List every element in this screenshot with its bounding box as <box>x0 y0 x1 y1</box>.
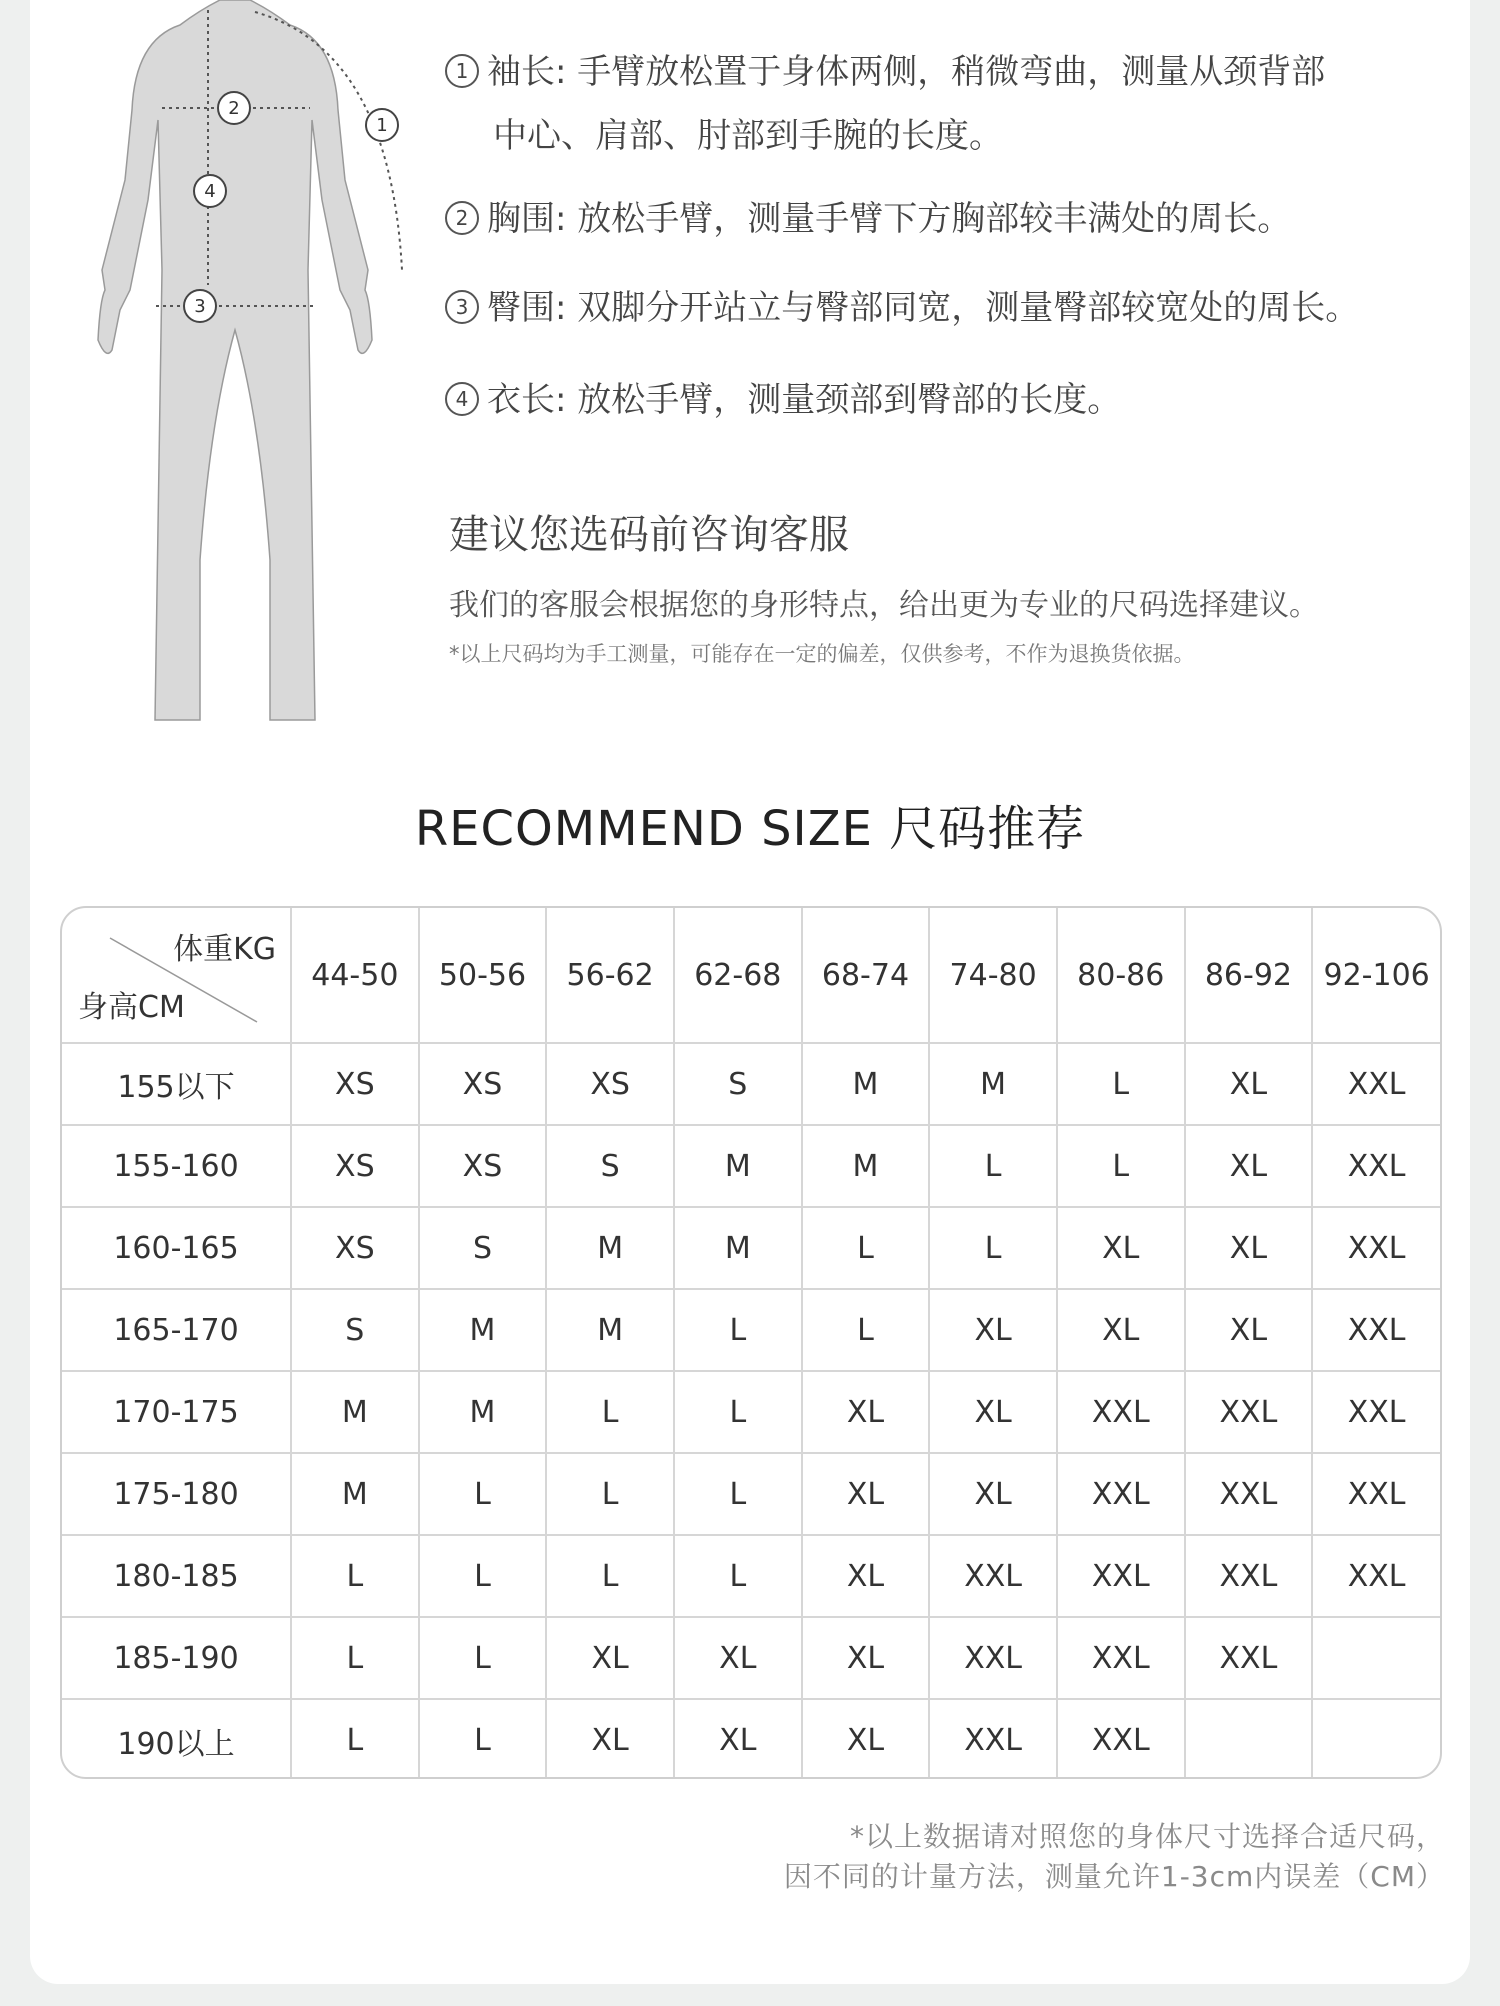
size-cell: M <box>419 1371 547 1453</box>
table-row <box>62 1617 1440 1699</box>
measurement-text: 双脚分开站立与臀部同宽，测量臀部较宽处的周长。 <box>577 288 1360 328</box>
size-cell: L <box>291 1535 419 1617</box>
weight-header: 80-86 <box>1057 908 1185 1043</box>
weight-header: 62-68 <box>674 908 802 1043</box>
height-cell: 160-165 <box>62 1207 291 1289</box>
size-cell: XL <box>929 1371 1057 1453</box>
size-cell: XL <box>546 1617 674 1699</box>
size-cell: L <box>419 1617 547 1699</box>
measurement-label: 胸围 <box>487 199 555 239</box>
table-header-row <box>62 908 1440 1043</box>
number-badge: 1 <box>445 54 479 88</box>
size-cell: XL <box>802 1371 930 1453</box>
size-cell: XXL <box>929 1535 1057 1617</box>
size-cell: XL <box>674 1617 802 1699</box>
size-cell: L <box>419 1535 547 1617</box>
table-row <box>62 1535 1440 1617</box>
size-cell: M <box>802 1125 930 1207</box>
size-cell: XXL <box>1312 1207 1440 1289</box>
weight-header: 50-56 <box>419 908 547 1043</box>
measurement-text-cont: 中心、肩部、肘部到手腕的长度。 <box>493 116 1003 156</box>
size-cell: XXL <box>1057 1371 1185 1453</box>
size-cell: XXL <box>929 1617 1057 1699</box>
size-cell: XL <box>802 1617 930 1699</box>
table-corner-cell <box>62 908 291 1043</box>
measurement-label: 袖长 <box>487 52 555 92</box>
height-cell: 180-185 <box>62 1535 291 1617</box>
size-cell: L <box>546 1535 674 1617</box>
size-cell: XL <box>1185 1125 1313 1207</box>
table-row <box>62 1207 1440 1289</box>
marker-4-label: 4 <box>204 181 216 202</box>
size-cell: S <box>546 1125 674 1207</box>
marker-3-label: 3 <box>194 296 206 317</box>
measurement-hip: 3 臀围: 双脚分开站立与臀部同宽，测量臀部较宽处的周长。 <box>445 276 1445 340</box>
height-cell: 155以下 <box>62 1043 291 1125</box>
size-cell: XL <box>546 1699 674 1779</box>
size-cell: XS <box>419 1125 547 1207</box>
size-cell: XXL <box>1185 1535 1313 1617</box>
size-cell: XXL <box>1312 1125 1440 1207</box>
size-cell: L <box>291 1617 419 1699</box>
size-cell: S <box>674 1043 802 1125</box>
size-cell: L <box>546 1453 674 1535</box>
size-cell: XL <box>929 1453 1057 1535</box>
size-cell <box>1312 1617 1440 1699</box>
size-cell: XL <box>1185 1289 1313 1371</box>
size-cell: XXL <box>1057 1617 1185 1699</box>
size-cell: XXL <box>1057 1453 1185 1535</box>
measurement-chest: 2 胸围: 放松手臂，测量手臂下方胸部较丰满处的周长。 <box>445 187 1445 251</box>
weight-header: 44-50 <box>291 908 419 1043</box>
measurement-text: 手臂放松置于身体两侧，稍微弯曲，测量从颈背部 <box>577 52 1326 92</box>
size-cell: XL <box>1057 1207 1185 1289</box>
size-cell: XL <box>802 1535 930 1617</box>
size-cell: M <box>546 1289 674 1371</box>
size-cell: XXL <box>1312 1371 1440 1453</box>
size-cell: L <box>674 1289 802 1371</box>
size-cell: S <box>291 1289 419 1371</box>
advice-note: *以上尺码均为手工测量，可能存在一定的偏差，仅供参考，不作为退换货依据。 <box>449 642 1195 666</box>
size-cell: M <box>674 1125 802 1207</box>
size-cell: XS <box>291 1125 419 1207</box>
size-cell: M <box>291 1453 419 1535</box>
size-cell: XXL <box>1312 1289 1440 1371</box>
size-cell: XL <box>1185 1207 1313 1289</box>
size-cell: M <box>802 1043 930 1125</box>
number-badge: 4 <box>445 382 479 416</box>
size-cell: XXL <box>1185 1453 1313 1535</box>
size-cell: XXL <box>1057 1535 1185 1617</box>
measurement-text: 放松手臂，测量颈部到臀部的长度。 <box>577 380 1122 420</box>
size-cell: L <box>546 1371 674 1453</box>
number-badge: 2 <box>445 201 479 235</box>
size-cell: XS <box>546 1043 674 1125</box>
size-cell: L <box>929 1207 1057 1289</box>
number-badge: 3 <box>445 290 479 324</box>
size-cell: XXL <box>1057 1699 1185 1779</box>
table-row <box>62 1453 1440 1535</box>
size-cell: L <box>674 1535 802 1617</box>
table-row <box>62 1289 1440 1371</box>
weight-header: 86-92 <box>1185 908 1313 1043</box>
size-cell: L <box>674 1453 802 1535</box>
table-row <box>62 1371 1440 1453</box>
size-cell: XXL <box>1185 1617 1313 1699</box>
marker-1-label: 1 <box>376 115 388 136</box>
size-cell: L <box>802 1289 930 1371</box>
marker-2-label: 2 <box>228 98 240 119</box>
size-cell: XL <box>802 1699 930 1779</box>
size-cell: M <box>929 1043 1057 1125</box>
size-cell: XL <box>1185 1043 1313 1125</box>
size-cell: L <box>291 1699 419 1779</box>
footnote-line-2: 因不同的计量方法，测量允许1-3cm内误差（CM） <box>783 1860 1445 1893</box>
advice-title: 建议您选码前咨询客服 <box>449 512 849 558</box>
table-row <box>62 1125 1440 1207</box>
height-cell: 165-170 <box>62 1289 291 1371</box>
measurement-label: 衣长 <box>487 380 555 420</box>
section-title: RECOMMEND SIZE 尺码推荐 <box>414 801 1086 857</box>
measurement-label: 臀围 <box>487 288 555 328</box>
measurement-text: 放松手臂，测量手臂下方胸部较丰满处的周长。 <box>577 199 1292 239</box>
size-cell: XL <box>674 1699 802 1779</box>
measurement-length: 4 衣长: 放松手臂，测量颈部到臀部的长度。 <box>445 368 1445 432</box>
weight-header: 74-80 <box>929 908 1057 1043</box>
height-cell: 170-175 <box>62 1371 291 1453</box>
corner-height-label: 身高CM <box>78 990 185 1025</box>
size-cell <box>1312 1699 1440 1779</box>
size-cell: L <box>1057 1043 1185 1125</box>
size-cell: L <box>419 1453 547 1535</box>
table-row <box>62 1699 1440 1779</box>
size-cell: L <box>1057 1125 1185 1207</box>
size-cell: L <box>419 1699 547 1779</box>
size-cell: S <box>419 1207 547 1289</box>
size-cell: XXL <box>1312 1535 1440 1617</box>
body-measurement-figure <box>50 0 430 730</box>
size-cell: XL <box>802 1453 930 1535</box>
height-cell: 190以上 <box>62 1699 291 1779</box>
weight-header: 92-106 <box>1312 908 1440 1043</box>
size-table <box>60 906 1442 1779</box>
size-cell: XXL <box>1185 1371 1313 1453</box>
height-cell: 155-160 <box>62 1125 291 1207</box>
size-cell: L <box>929 1125 1057 1207</box>
advice-text: 我们的客服会根据您的身形特点，给出更为专业的尺码选择建议。 <box>449 588 1319 623</box>
corner-weight-label: 体重KG <box>173 932 276 967</box>
weight-header: 56-62 <box>546 908 674 1043</box>
size-cell: XS <box>291 1043 419 1125</box>
size-cell: XXL <box>1312 1453 1440 1535</box>
measurement-sleeve: 1 袖长: 手臂放松置于身体两侧，稍微弯曲，测量从颈背部 中心、肩部、肘部到手腕的长度。 <box>445 40 1445 168</box>
size-cell: L <box>674 1371 802 1453</box>
size-cell: XXL <box>929 1699 1057 1779</box>
size-cell: XXL <box>1312 1043 1440 1125</box>
height-cell: 175-180 <box>62 1453 291 1535</box>
size-cell: XS <box>291 1207 419 1289</box>
size-cell: M <box>546 1207 674 1289</box>
size-cell: XL <box>929 1289 1057 1371</box>
size-cell: XL <box>1057 1289 1185 1371</box>
size-cell <box>1185 1699 1313 1779</box>
size-cell: M <box>291 1371 419 1453</box>
size-cell: XS <box>419 1043 547 1125</box>
table-row <box>62 1043 1440 1125</box>
size-cell: M <box>674 1207 802 1289</box>
size-cell: L <box>802 1207 930 1289</box>
footnote-line-1: *以上数据请对照您的身体尺寸选择合适尺码， <box>849 1820 1445 1853</box>
size-cell: M <box>419 1289 547 1371</box>
weight-header: 68-74 <box>802 908 930 1043</box>
height-cell: 185-190 <box>62 1617 291 1699</box>
